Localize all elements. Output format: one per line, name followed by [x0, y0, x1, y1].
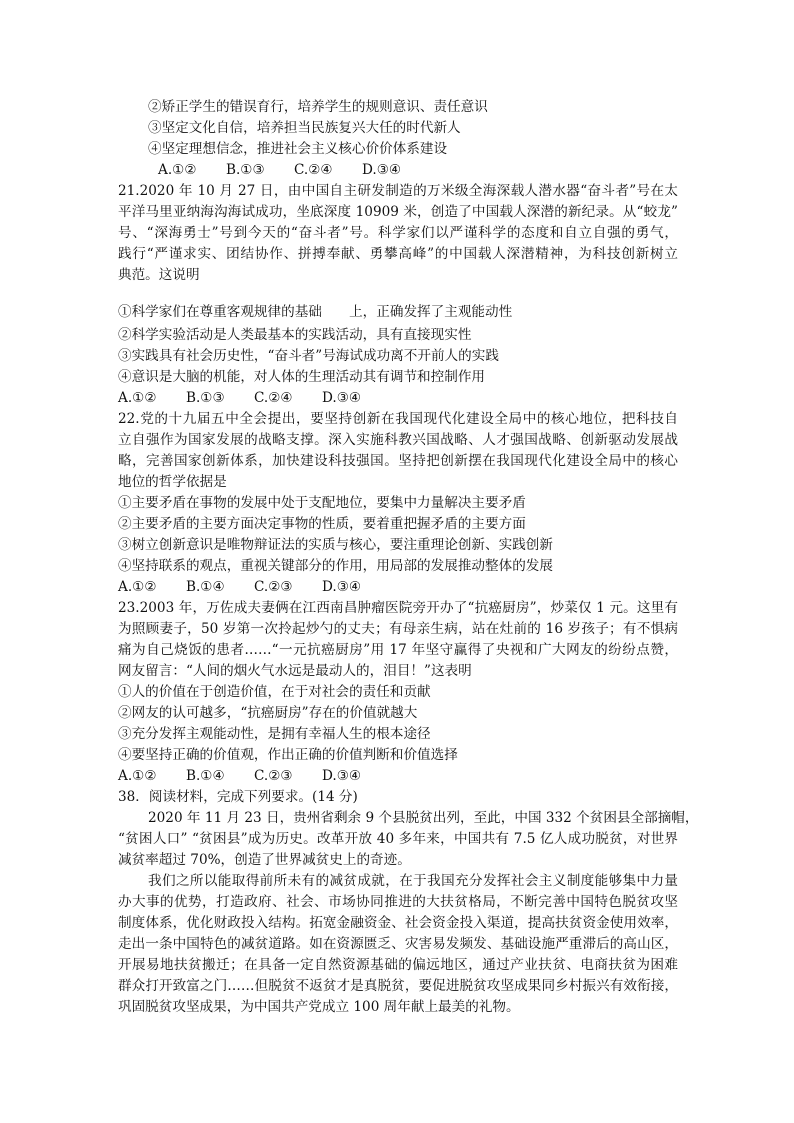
- q23-option-a: A.①②: [118, 768, 157, 784]
- q21-stem-line: 号、“深海勇士”号到今天的“奋斗者”号。科学家们以严谨科学的态度和自立自强的勇气，: [118, 225, 678, 241]
- q38-para2-line: 群众打开致富之门……但脱贫不返贫才是真脱贫，要促进脱贫攻坚成果同乡村振兴有效衔接，: [118, 978, 678, 994]
- q22-item-1: ①主要矛盾在事物的发展中处于支配地位，要集中力量解决主要矛盾: [118, 495, 526, 511]
- q22-stem-line: 立自强作为国家发展的战略支撑。深入实施科教兴国战略、人才强国战略、创新驱动发展战: [118, 432, 678, 448]
- q20-item-3: ③坚定文化自信，培养担当民族复兴大任的时代新人: [148, 120, 461, 136]
- q23-stem-line: 23.2003 年，万佐成夫妻俩在江西南昌肿瘤医院旁开办了“抗癌厨房”，炒菜仅 1 元。这里有: [118, 600, 678, 616]
- q23-stem-line: 为照顾妻子，50 岁第一次拎起炒勺的丈夫；有母亲生病，站在灶前的 16 岁孩子；有不惧病: [118, 621, 678, 637]
- q20-item-4: ④坚定理想信念，推进社会主义核心价价体系建设: [148, 141, 448, 157]
- q22-item-4: ④坚持联系的观点，重视关键部分的作用，用局部的发展推动整体的发展: [118, 558, 553, 574]
- q23-item-3: ③充分发挥主观能动性，是拥有幸福人生的根本途径: [118, 726, 431, 742]
- q22-option-d: D.③④: [322, 579, 362, 595]
- q38-para2-line: 我们之所以能取得前所未有的减贫成就，在于我国充分发挥社会主义制度能够集中力量: [148, 873, 678, 889]
- q21-options: [118, 388, 390, 408]
- q23-item-1: ①人的价值在于创造价值，在于对社会的责任和贡献: [118, 684, 431, 700]
- q20-option-b: B.①③: [226, 162, 265, 178]
- q21-stem-line: 践行“严谨求实、团结协作、拼搏奉献、勇攀高峰”的中国载人深潜精神，为科技创新树立: [118, 246, 678, 262]
- q22-stem-line: 略，完善国家创新体系，加快建设科技强国。坚持把创新摆在我国现代化建设全局中的核心: [118, 453, 678, 469]
- q38-para1-line: 减贫率超过 70%，创造了世界减贫史上的奇迹。: [118, 852, 411, 868]
- q23-stem-line: 痛为自己烧饭的患者……“一元抗癌厨房”用 17 年坚守赢得了央视和广大网友的纷纷点赞，: [118, 642, 678, 658]
- q21-option-c: C.②④: [254, 390, 293, 406]
- q20-option-a: A.①②: [158, 162, 197, 178]
- q38-heading: 38．阅读材料，完成下列要求。(14 分): [118, 789, 358, 805]
- q21-item-1: ①科学家们在尊重客观规律的基础 上，正确发挥了主观能动性: [118, 304, 513, 320]
- q23-item-4: ④要坚持正确的价值观，作出正确的价值判断和价值选择: [118, 747, 458, 763]
- q22-stem-line: 22.党的十九届五中全会提出，要坚持创新在我国现代化建设全局中的核心地位，把科技自: [118, 411, 678, 427]
- q22-option-c: C.②③: [254, 579, 293, 595]
- q23-options: [118, 766, 390, 786]
- q21-item-4: ④意识是大脑的机能，对人体的生理活动其有调节和控制作用: [118, 369, 486, 385]
- q38-para2-line: 制度体系，优化财政投入结构。拓宽金融资金、社会资金投入渠道，提高扶贫资金使用效率，: [118, 915, 678, 931]
- q38-para2-line: 走出一条中国特色的减贫道路。如在资源匮乏、灾害易发频发、基础设施严重滞后的高山区，: [118, 936, 678, 952]
- q23-item-2: ②网友的认可越多，“抗癌厨房”存在的价值就越大: [118, 705, 418, 721]
- q22-options: [118, 577, 390, 597]
- q20-item-2: ②矫正学生的错误育行，培养学生的规则意识、责任意识: [148, 99, 488, 115]
- q38-para2-line: 巩固脱贫攻坚成果，为中国共产党成立 100 周年献上最美的礼物。: [118, 999, 520, 1015]
- q21-item-2: ②科学实验活动是人类最基本的实践活动，具有直接现实性: [118, 327, 472, 343]
- q20-option-d: D.③④: [362, 162, 402, 178]
- q21-item-3: ③实践具有社会历史性，“奋斗者”号海试成功离不开前人的实践: [118, 348, 499, 364]
- q21-option-b: B.①③: [186, 390, 225, 406]
- q23-option-b: B.①④: [186, 768, 225, 784]
- q38-para1-line: 2020 年 11 月 23 日，贵州省剩余 9 个县脱贫出列，至此，中国 332 个贫困县全部摘帽，: [148, 810, 699, 826]
- q20-option-c: C.②④: [294, 162, 333, 178]
- q22-option-b: B.①④: [186, 579, 225, 595]
- q21-stem-line: 21.2020 年 10 月 27 日，由中国自主研发制造的万米级全海深载人潜水器“奋斗者”号在太: [118, 183, 678, 199]
- q38-para2-line: 开展易地扶贫搬迁；在具备一定自然资源基础的偏远地区，通过产业扶贫、电商扶贫为困难: [118, 957, 678, 973]
- q23-option-c: C.②③: [254, 768, 293, 784]
- q21-option-a: A.①②: [118, 390, 157, 406]
- q20-options: [158, 160, 430, 180]
- q22-option-a: A.①②: [118, 579, 157, 595]
- q21-stem-line: 典范。这说明: [118, 267, 200, 283]
- q21-option-d: D.③④: [322, 390, 362, 406]
- q21-stem-line: 平洋马里亚纳海沟海试成功，坐底深度 10909 米，创造了中国载人深潜的新纪录。从“蛟龙”: [118, 204, 678, 220]
- q22-stem-line: 地位的哲学依据是: [118, 474, 227, 490]
- q38-para1-line: “贫困人口” “贫困县”成为历史。改革开放 40 多年来，中国共有 7.5 亿人成功脱贫，对世界: [118, 831, 678, 847]
- q22-item-2: ②主要矛盾的主要方面决定事物的性质，要着重把握矛盾的主要方面: [118, 516, 526, 532]
- q38-para2-line: 办大事的优势，打造政府、社会、市场协同推进的大扶贫格局，不断完善中国特色脱贫攻坚: [118, 894, 678, 910]
- q23-option-d: D.③④: [322, 768, 362, 784]
- q23-stem-line: 网友留言：“人间的烟火气水远是最动人的，泪目！”这表明: [118, 663, 472, 679]
- q22-item-3: ③树立创新意识是唯物辩证法的实质与核心，要注重理论创新、实践创新: [118, 537, 553, 553]
